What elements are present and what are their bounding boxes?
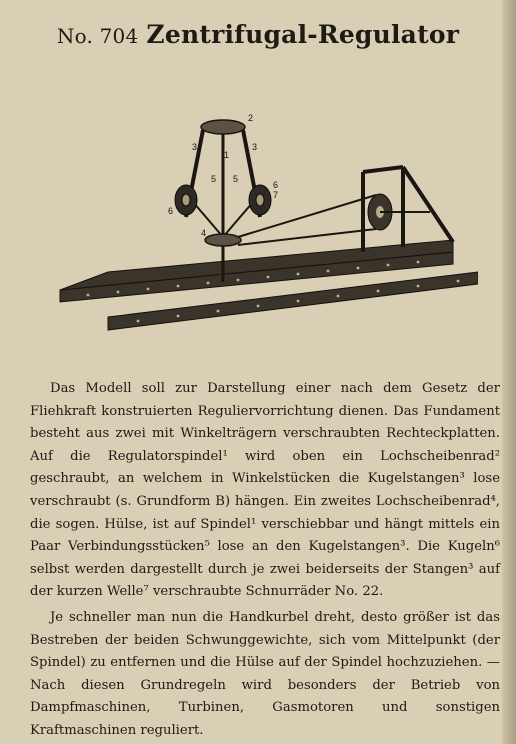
label-5-right: 5 [233,174,239,184]
page-edge [502,0,516,744]
label-1: 1 [224,150,230,160]
model-number: No. 704 [56,24,139,48]
label-7: 7 [273,190,279,200]
paragraph-1: Das Modell soll zur Darstellung einer nach dem Gesetz der Fliehkraft konstruierten Reguliervorrichtung dienen. Das Fundament besteht aus zwei mit Winkelträgern verschraubten Rechteckplatten. Auf die Regulatorspindel¹ wird oben ein Lochscheibenrad² geschraubt, an welchem in Winkelstücken die Kugelstangen³ lose verschraubt (s. Grundform B) hängen. Ein zweites Lochscheibenrad⁴, die sogen. Hülse, ist auf Spindel¹ verschiebbar und hängt mittels ein Paar Verbindungsstücken⁵ lose an den Kugelstangen³. Die Kugeln⁶ selbst werden dargestellt durch je zwei beiderseits der Stangen³ auf der kurzen Welle⁷ verschraubte Schnurräder No. 22. [30,381,500,600]
label-4: 4 [201,228,207,238]
label-3-left: 3 [192,142,198,152]
model-illustration [58,112,478,342]
label-6-right: 6 [273,180,279,190]
label-2: 2 [248,113,254,123]
label-6-left: 6 [168,206,174,216]
base-plates [60,240,478,330]
label-5-left: 5 [211,174,217,184]
model-title: Zentrifugal-Regulator [146,20,460,49]
page-title [0,20,516,51]
label-3-right: 3 [252,142,258,152]
description-text [30,378,500,743]
paragraph-2: Je schneller man nun die Handkurbel dreht, desto größer ist das Bestreben der beiden Schwunggewichte, sich vom Mittelpunkt (der Spindel) zu entfernen und die Hülse auf der Spindel hochzuziehen. — Nach diesen Grundregeln wird besonders der Betrieb von Dampfmaschinen, Turbinen, Gasmotoren und sonstigen Kraftmaschinen reguliert. [30,609,500,738]
